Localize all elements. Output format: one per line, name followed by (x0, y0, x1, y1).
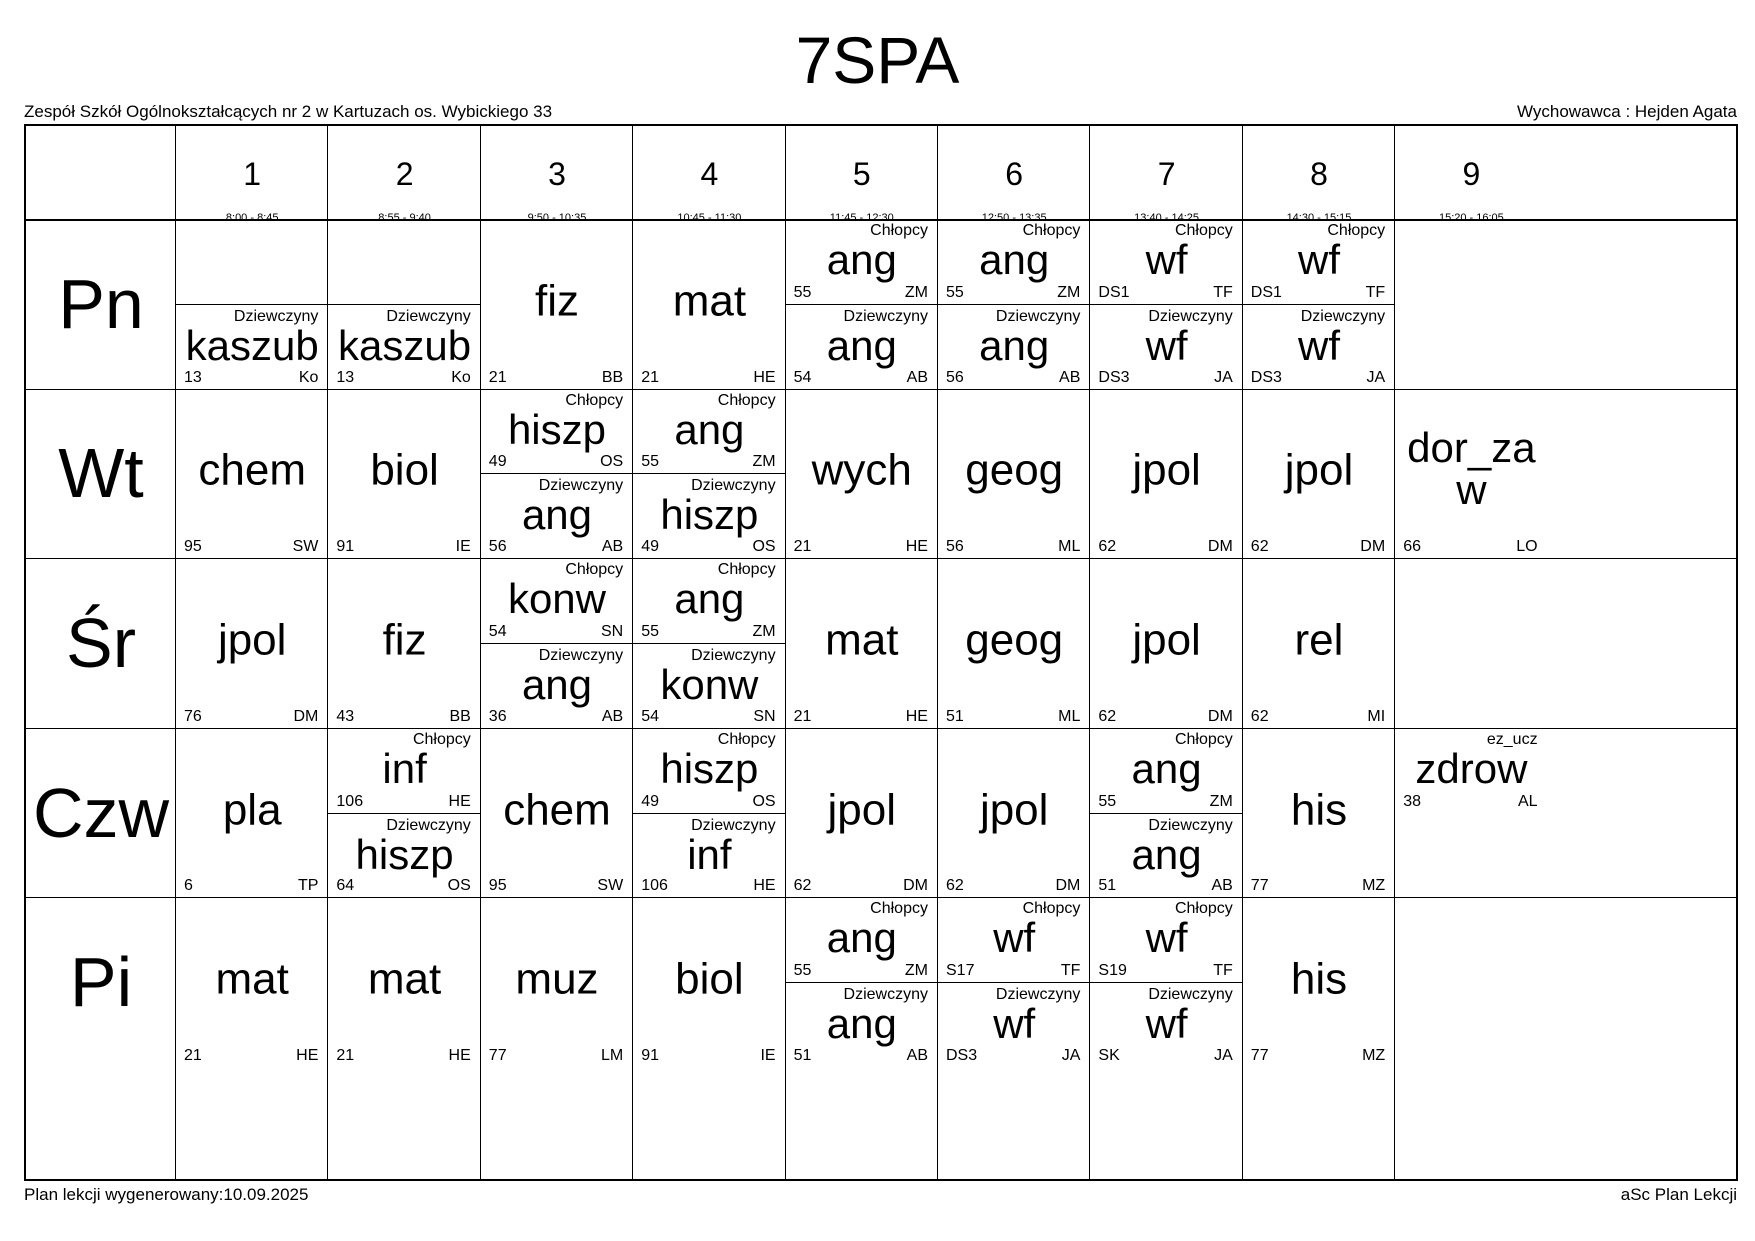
teacher-code: HE (296, 1046, 319, 1064)
subject-name: zdrow (1415, 744, 1528, 792)
room-number: DS3 (1098, 368, 1130, 386)
group-label: Dziewczyny (691, 816, 776, 834)
group-label: Chłopcy (717, 561, 776, 579)
period-header (1395, 126, 1547, 224)
group-label: Chłopcy (1022, 900, 1081, 918)
subject-name: jpol (979, 785, 1049, 835)
lesson-cell (786, 389, 938, 559)
room-number: 95 (184, 538, 202, 556)
room-number: 106 (336, 792, 364, 810)
subject-name: wych (811, 445, 912, 495)
period-header (786, 126, 938, 224)
subject-name: biol (675, 954, 744, 1004)
subject-name: jpol (1132, 615, 1201, 665)
period-time: 14:30 - 15:15 (1286, 212, 1352, 224)
lesson-cell (1243, 389, 1395, 559)
school-name: Zespół Szkół Ogólnokształcących nr 2 w Kartuzach os. Wybickiego 33 (24, 102, 553, 121)
group-label: Chłopcy (1327, 222, 1386, 239)
period-time: 8:00 - 8:45 (225, 212, 279, 224)
teacher-code: MZ (1362, 877, 1386, 895)
period-number: 3 (548, 156, 566, 192)
group-label: Dziewczyny (1148, 986, 1233, 1004)
lesson-cell (633, 897, 785, 1067)
day-name: Pi (69, 943, 133, 1022)
lesson-cell (328, 897, 480, 1067)
teacher-code: AB (906, 1046, 928, 1064)
lesson-cell (938, 982, 1090, 1067)
teacher-code: AB (1059, 368, 1081, 386)
teacher-code: AB (906, 368, 928, 386)
group-label: Chłopcy (870, 222, 928, 239)
generated-date: Plan lekcji wygenerowany:10.09.2025 (24, 1185, 309, 1204)
lesson-cell (633, 389, 785, 474)
room-number: 21 (793, 538, 812, 556)
lesson-cell (328, 728, 480, 813)
period-header (328, 126, 480, 224)
lesson-cell (328, 219, 480, 304)
subject-name: wf (1145, 1000, 1188, 1048)
teacher-code: AB (1211, 877, 1233, 895)
period-number: 9 (1462, 156, 1481, 192)
teacher-code: ML (1058, 707, 1081, 725)
teacher-code: HE (448, 792, 471, 810)
lesson-cell (786, 728, 938, 898)
room-number: 55 (641, 622, 659, 640)
lesson-cell (481, 897, 633, 1067)
subject-name: dor_zaw (1407, 424, 1536, 514)
period-number: 4 (700, 156, 719, 192)
teacher-code: TF (1060, 962, 1081, 980)
lesson-cell (328, 304, 480, 389)
subject-name: his (1290, 954, 1348, 1004)
room-number: 55 (1098, 792, 1117, 810)
teacher-code: DM (1207, 538, 1233, 556)
lesson-cell (938, 558, 1090, 728)
room-number: 51 (1098, 877, 1117, 895)
room-number: DS3 (946, 1046, 978, 1064)
lesson-cell (633, 728, 785, 813)
lesson-cell (1243, 304, 1395, 389)
lesson-cell (786, 304, 938, 389)
group-label: Dziewczyny (995, 986, 1081, 1004)
group-label: Chłopcy (717, 391, 776, 409)
room-number: 13 (336, 368, 355, 386)
teacher-code: SN (600, 622, 624, 640)
teacher-code: TF (1213, 962, 1233, 980)
period-number: 7 (1157, 156, 1176, 192)
lesson-cell (633, 643, 785, 728)
subject-name: fiz (382, 615, 427, 665)
room-number: 62 (793, 877, 812, 895)
subject-name: ang (521, 491, 593, 539)
subject-name: wf (1145, 236, 1188, 283)
room-number: 49 (641, 792, 659, 810)
room-number: 64 (336, 877, 355, 895)
room-number: 6 (184, 877, 193, 895)
lesson-cell (1090, 219, 1242, 304)
subject-name: konw (660, 661, 759, 708)
subject-name: biol (370, 445, 439, 495)
period-time: 15:20 - 16:05 (1438, 212, 1504, 224)
group-label: Dziewczyny (233, 307, 319, 325)
subject-name: mat (215, 954, 289, 1004)
subject-name: wf (993, 914, 1036, 962)
teacher-code: JA (1366, 368, 1386, 386)
lesson-cell (328, 389, 480, 559)
room-number: 55 (793, 962, 812, 980)
room-number: 95 (488, 877, 507, 895)
room-number: 77 (1250, 877, 1269, 895)
group-label: Chłopcy (717, 730, 776, 748)
teacher-code: JA (1214, 368, 1233, 386)
lesson-cell (176, 558, 328, 728)
period-time: 10:45 - 11:30 (677, 212, 742, 224)
teacher-code: BB (601, 368, 624, 386)
lesson-cell (633, 813, 785, 898)
timetable-title: 7SPA (795, 23, 960, 97)
room-number: SK (1098, 1046, 1120, 1064)
room-number: 77 (488, 1046, 507, 1064)
period-time: 8:55 - 9:40 (378, 212, 431, 224)
subject-name: ang (1131, 830, 1202, 878)
subject-name: konw (507, 575, 607, 623)
lesson-cell (481, 558, 633, 643)
subject-name: wf (1145, 914, 1188, 962)
day-name: Czw (32, 773, 170, 852)
room-number: 36 (488, 707, 507, 725)
teacher-code: MZ (1362, 1046, 1386, 1064)
subject-name: wf (1297, 236, 1340, 283)
group-label: Dziewczyny (995, 307, 1081, 325)
teacher-code: OS (752, 538, 776, 556)
period-number: 5 (852, 156, 871, 192)
room-number: 62 (1098, 538, 1117, 556)
period-number: 8 (1310, 156, 1328, 192)
subject-name: wf (1145, 321, 1188, 369)
teacher-code: HE (753, 368, 776, 386)
teacher-code: Ko (298, 368, 319, 386)
period-header (176, 126, 328, 224)
lesson-cell (786, 982, 938, 1067)
room-number: 54 (793, 368, 812, 386)
lesson-cell (938, 897, 1090, 982)
lesson-cell (481, 643, 633, 728)
teacher-code: JA (1061, 1046, 1081, 1064)
teacher-code: AL (1518, 792, 1538, 810)
group-label: Chłopcy (1174, 730, 1233, 748)
subject-name: inf (382, 744, 427, 792)
teacher-code: OS (600, 453, 624, 471)
room-number: 62 (1250, 707, 1269, 725)
room-number: 56 (946, 368, 964, 386)
room-number: 55 (641, 453, 659, 471)
subject-name: wf (1297, 321, 1340, 369)
subject-name: ang (674, 405, 745, 453)
room-number: 76 (184, 707, 202, 725)
group-label: Chłopcy (870, 900, 928, 918)
subject-name: kaszub (185, 321, 319, 369)
teacher-code: DM (1055, 877, 1081, 895)
subject-name: mat (825, 615, 899, 665)
lesson-cell (1090, 897, 1242, 982)
lesson-cell (1395, 389, 1547, 559)
subject-name: muz (515, 954, 599, 1004)
subject-name: mat (367, 954, 442, 1004)
subject-name: chem (198, 445, 306, 495)
group-label: Dziewczyny (386, 307, 471, 325)
room-number: 49 (641, 538, 659, 556)
room-number: DS1 (1250, 283, 1282, 301)
lesson-cell (938, 389, 1090, 559)
lesson-cell (633, 473, 785, 558)
teacher-code: HE (753, 877, 776, 895)
room-number: 49 (488, 453, 507, 471)
group-label: Dziewczyny (1148, 816, 1233, 834)
room-number: 62 (1098, 707, 1117, 725)
subject-name: jpol (1284, 445, 1354, 495)
teacher-code: DM (293, 707, 319, 725)
room-number: 56 (488, 538, 507, 556)
room-number: DS1 (1098, 283, 1130, 301)
teacher-code: JA (1214, 1046, 1233, 1064)
teacher-code: ZM (752, 622, 776, 640)
teacher-code: OS (447, 877, 471, 895)
group-label: Dziewczyny (386, 816, 471, 834)
subject-name: jpol (1132, 445, 1201, 495)
lesson-cell (176, 389, 328, 559)
room-number: 55 (793, 283, 812, 301)
room-number: S19 (1098, 962, 1127, 980)
period-time: 11:45 - 12:30 (829, 212, 894, 224)
teacher-code: DM (903, 877, 928, 895)
day-name: Wt (58, 434, 144, 513)
lesson-cell (1090, 558, 1242, 728)
lesson-cell (481, 389, 633, 474)
period-time: 9:50 - 10:35 (527, 212, 587, 224)
group-label: Chłopcy (1022, 222, 1081, 239)
lesson-cell (786, 219, 938, 304)
subject-name: hiszp (660, 744, 759, 792)
room-number: 56 (946, 538, 964, 556)
subject-name: geog (965, 445, 1064, 495)
lesson-cell (1395, 728, 1547, 813)
teacher-code: IE (760, 1046, 776, 1064)
group-label: Chłopcy (1174, 900, 1233, 918)
group-label: Dziewczyny (538, 477, 624, 495)
class-teacher: Wychowawca : Hejden Agata (1516, 102, 1737, 121)
teacher-code: AB (601, 538, 624, 556)
lesson-cell (328, 813, 480, 898)
room-number: 106 (641, 877, 668, 895)
group-label: Chłopcy (565, 561, 624, 579)
subject-name: pla (222, 785, 282, 835)
teacher-code: DM (1360, 538, 1386, 556)
room-number: 54 (641, 707, 659, 725)
teacher-code: HE (905, 707, 928, 725)
lesson-cell (1090, 389, 1242, 559)
subject-name: ang (826, 1000, 897, 1048)
teacher-code: MI (1367, 707, 1386, 725)
room-number: 77 (1250, 1046, 1269, 1064)
group-label: Dziewczyny (691, 477, 776, 495)
subject-name: hiszp (355, 830, 454, 878)
teacher-code: OS (752, 792, 776, 810)
lesson-cell (481, 728, 633, 898)
group-label: Dziewczyny (843, 307, 928, 325)
teacher-code: TF (1213, 283, 1233, 301)
lesson-cell (176, 304, 328, 389)
period-header (1090, 126, 1242, 224)
lesson-cell (1090, 813, 1242, 898)
teacher-code: ML (1058, 538, 1081, 556)
subject-name: ang (521, 661, 593, 708)
lesson-cell (1243, 897, 1395, 1067)
lesson-cell (481, 473, 633, 558)
teacher-code: SN (753, 707, 776, 725)
teacher-code: ZM (1209, 792, 1233, 810)
subject-name: ang (979, 236, 1050, 283)
teacher-code: Ko (451, 368, 471, 386)
subject-name: inf (687, 830, 732, 878)
period-header (481, 126, 633, 224)
group-label: Dziewczyny (843, 986, 928, 1004)
subject-name: geog (965, 615, 1064, 665)
room-number: 21 (793, 707, 812, 725)
timetable-grid (24, 124, 1738, 1181)
subject-name: hiszp (660, 491, 759, 539)
group-label: ez_ucz (1486, 730, 1538, 748)
day-name: Śr (66, 603, 136, 682)
room-number: 51 (793, 1046, 812, 1064)
lesson-cell (481, 219, 633, 389)
lesson-cell (938, 304, 1090, 389)
lesson-cell (328, 558, 480, 728)
period-number: 2 (395, 156, 414, 192)
subject-name: ang (826, 914, 897, 962)
teacher-code: ZM (1057, 283, 1081, 301)
lesson-cell (938, 219, 1090, 304)
group-label: Chłopcy (565, 391, 624, 409)
period-header (1243, 126, 1395, 224)
period-time: 13:40 - 14:25 (1134, 212, 1199, 224)
subject-name: wf (993, 1000, 1036, 1048)
group-label: Dziewczyny (691, 647, 776, 664)
lesson-cell (1243, 728, 1395, 898)
subject-name: hiszp (507, 405, 607, 453)
day-name: Pn (58, 264, 144, 343)
teacher-code: SW (597, 877, 624, 895)
lesson-cell (1090, 982, 1242, 1067)
room-number: 21 (336, 1046, 355, 1064)
room-number: 43 (336, 707, 355, 725)
lesson-cell (1090, 728, 1242, 813)
group-label: Chłopcy (1174, 222, 1233, 239)
teacher-code: TP (297, 877, 319, 895)
teacher-code: DM (1207, 707, 1233, 725)
teacher-code: TF (1365, 283, 1386, 301)
subject-name: rel (1294, 615, 1344, 665)
teacher-code: ZM (752, 453, 776, 471)
lesson-cell (1243, 558, 1395, 728)
lesson-cell (176, 897, 328, 1067)
room-number: 21 (184, 1046, 202, 1064)
group-label: Dziewczyny (1148, 307, 1233, 325)
room-number: 55 (946, 283, 964, 301)
lesson-cell (633, 558, 785, 643)
software-name: aSc Plan Lekcji (1620, 1185, 1737, 1204)
room-number: 91 (336, 538, 355, 556)
subject-name: fiz (534, 276, 579, 326)
subject-name: his (1290, 785, 1348, 835)
subject-name: ang (1131, 744, 1202, 792)
room-number: 91 (641, 1046, 659, 1064)
period-number: 1 (243, 156, 262, 192)
teacher-code: ZM (904, 962, 928, 980)
room-number: 13 (184, 368, 202, 386)
lesson-cell (786, 558, 938, 728)
period-time: 12:50 - 13:35 (981, 212, 1047, 224)
room-number: DS3 (1250, 368, 1282, 386)
room-number: S17 (946, 962, 975, 980)
lesson-cell (176, 219, 328, 304)
period-number: 6 (1005, 156, 1024, 192)
subject-name: mat (672, 276, 747, 326)
subject-name: jpol (217, 615, 287, 665)
lesson-cell (176, 728, 328, 898)
room-number: 62 (1250, 538, 1269, 556)
room-number: 62 (946, 877, 964, 895)
teacher-code: HE (448, 1046, 471, 1064)
room-number: 21 (488, 368, 507, 386)
subject-name: ang (826, 321, 897, 369)
teacher-code: ZM (904, 283, 928, 301)
lesson-cell (1243, 219, 1395, 304)
lesson-cell (633, 219, 785, 389)
teacher-code: AB (601, 707, 624, 725)
period-header (938, 126, 1090, 224)
group-label: Dziewczyny (1300, 307, 1386, 325)
subject-name: ang (979, 321, 1050, 369)
subject-name: jpol (827, 785, 897, 835)
period-header (633, 126, 785, 224)
room-number: 66 (1403, 538, 1421, 556)
teacher-code: LO (1516, 538, 1538, 556)
room-number: 51 (946, 707, 964, 725)
teacher-code: HE (905, 538, 928, 556)
subject-name: ang (674, 575, 745, 623)
room-number: 21 (641, 368, 659, 386)
lesson-cell (1090, 304, 1242, 389)
group-label: Dziewczyny (538, 647, 624, 664)
teacher-code: IE (455, 538, 471, 556)
teacher-code: BB (449, 707, 471, 725)
lesson-cell (938, 728, 1090, 898)
room-number: 38 (1403, 792, 1421, 810)
teacher-code: SW (292, 538, 319, 556)
subject-name: kaszub (338, 321, 472, 369)
teacher-code: LM (600, 1046, 624, 1064)
subject-name: ang (826, 236, 897, 283)
subject-name: chem (503, 785, 611, 835)
group-label: Chłopcy (412, 730, 471, 748)
lesson-cell (786, 897, 938, 982)
room-number: 54 (488, 622, 507, 640)
